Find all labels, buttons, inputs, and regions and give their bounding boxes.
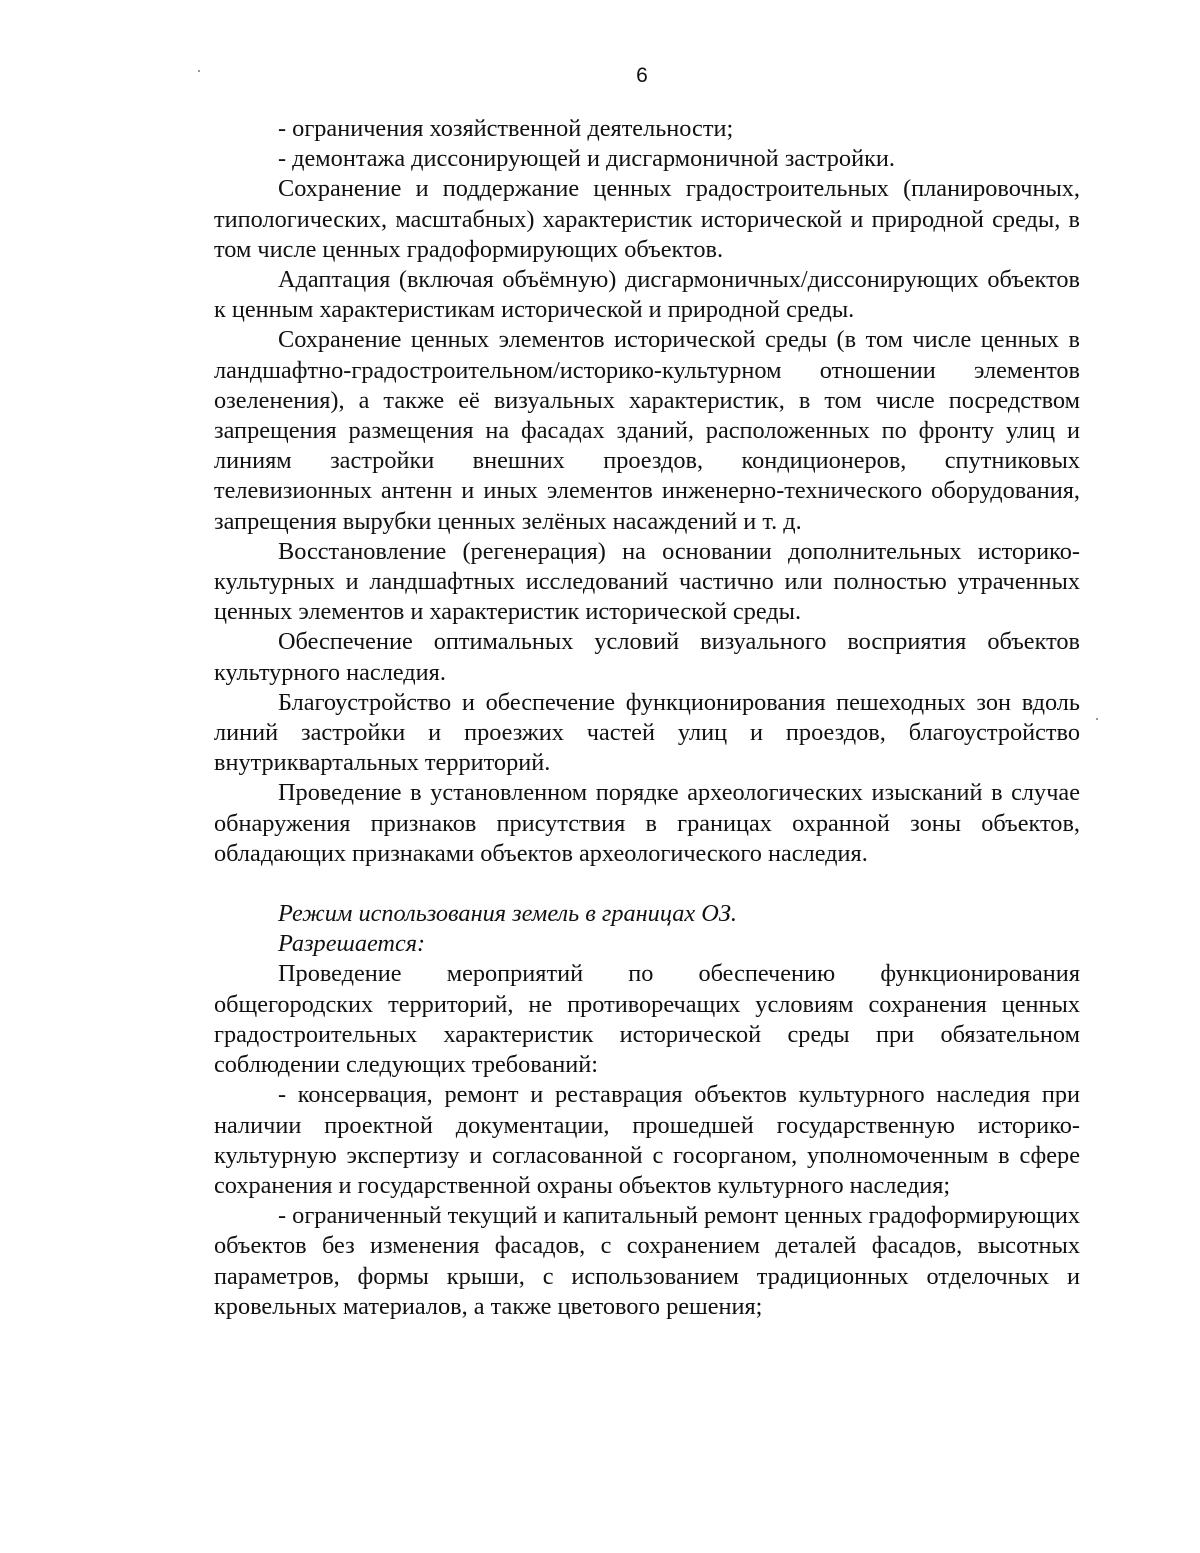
paragraph: Проведение в установленном порядке археологических изысканий в случае обнаружения признаков присутствия в границах охранной зоны объектов, обладающих признаками объектов археологического наследия. [214,779,1080,867]
paragraph: Восстановление (регенерация) на основании дополнительных историко-культурных и ландшафтных исследований частично или полностью утраченных ценных элементов и характеристик исторической среды. [214,537,1080,626]
list-item: - ограниченный текущий и капитальный ремонт ценных градоформирующих объектов без изменения фасадов, с сохранением деталей фасадов, высотных параметров, формы крыши, с использованием традиционных отделочных и кровельных материалов, а также цветового решения; [214,1202,1080,1320]
list-item: - консервация, ремонт и реставрация объектов культурного наследия при наличии проектной документации, прошедшей государственную историко-культурную экспертизу и согласованной с госорганом, уполномоченным в сфере сохранения и государственной охраны объектов культурного наследия; [214,1081,1080,1199]
paragraph: Сохранение ценных элементов исторической среды (в том числе ценных в ландшафтно-градостроительном/историко-культурном отношении элементов озеленения), а также её визуальных характеристик, в том числе посредством запрещения размещения на фасадах зданий, расположенных по фронту улиц и линиям застройки внешних проездов, кондиционеров, спутниковых телевизионных антенн и иных элементов инженерно-технического оборудования, запрещения вырубки ценных зелёных насаждений и т. д. [214,326,1080,535]
paragraph: Адаптация (включая объёмную) дисгармоничных/диссонирующих объектов к ценным характеристикам исторической и природной среды. [214,266,1080,324]
paragraph: Сохранение и поддержание ценных градостроительных (планировочных, типологических, масштабных) характеристик исторической и природной среды, в том числе ценных градоформирующих объектов. [214,175,1080,263]
scan-speck [1096,718,1098,720]
list-item: - ограничения хозяйственной деятельности; [278,115,734,142]
page-number: 6 [636,64,648,87]
section-subheading: Разрешается: [278,930,426,958]
list-item: - демонтажа диссонирующей и дисгармоничной застройки. [278,145,895,173]
paragraph: Благоустройство и обеспечение функционирования пешеходных зон вдоль линий застройки и проезжих частей улиц и проездов, благоустройство внутриквартальных территорий. [214,688,1080,777]
section-heading: Режим использования земель в границах ОЗ. [278,900,737,928]
paragraph: Обеспечение оптимальных условий визуального восприятия объектов культурного наследия. [214,628,1080,686]
document-body [214,114,1080,1322]
paragraph: Проведение мероприятий по обеспечению функционирования общегородских территорий, не противоречащих условиям сохранения ценных градостроительных характеристик исторической среды при обязательном соблюдении следующих требований: [214,960,1080,1079]
